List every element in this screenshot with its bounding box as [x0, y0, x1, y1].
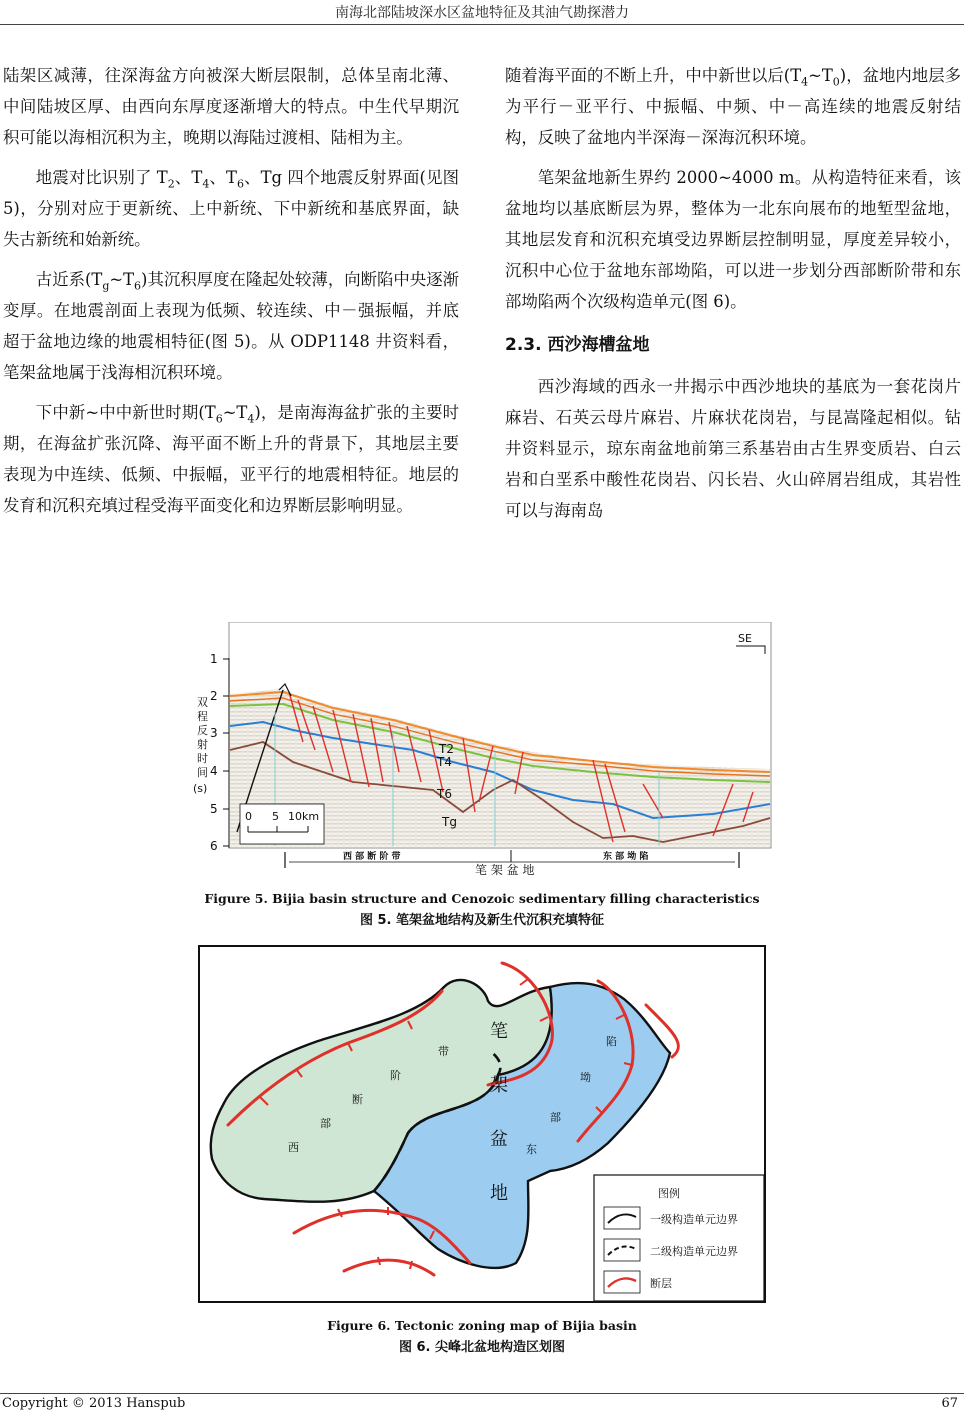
figure-5-caption-zh: 图 5. 笔架盆地结构及新生代沉积充填特征: [359, 913, 605, 928]
paragraph: 陆架区减薄，往深海盆方向被深大断层限制，总体呈南北薄、中间陆坡区厚、由西向东厚度逐渐增大的特点。中生代早期沉积可能以海相沉积为主，晚期以海陆过渡相、陆相为主。: [3, 66, 459, 147]
horizon-label-t4: T4: [437, 755, 452, 769]
zone-label-west: 西 部 断 阶 带: [343, 852, 401, 862]
svg-text:程: 程: [197, 710, 208, 723]
svg-text:间: 间: [197, 766, 208, 779]
y-tick-label: 4: [210, 764, 218, 778]
figure-6-tectonic-map: [198, 945, 766, 1303]
y-tick-label: 6: [210, 839, 218, 853]
svg-text:架: 架: [490, 1075, 508, 1096]
basin-label: 笔 架 盆 地: [475, 863, 535, 877]
horizon-label-tg: Tg: [442, 815, 457, 829]
svg-text:陷: 陷: [606, 1035, 617, 1048]
horizon-label-t6: T6: [437, 787, 452, 801]
svg-text:西: 西: [288, 1141, 299, 1154]
legend-item-primary: 一级构造单元边界: [650, 1213, 738, 1226]
svg-text:5: 5: [272, 810, 279, 823]
figure-5-seismic-section: [193, 622, 773, 880]
horizon-label-t2: T2: [439, 742, 454, 756]
svg-text:反: 反: [197, 724, 208, 737]
legend-item-secondary: 二级构造单元边界: [650, 1245, 738, 1258]
legend-item-fault: 断层: [650, 1277, 672, 1290]
y-tick-label: 5: [210, 802, 218, 816]
svg-text:10km: 10km: [288, 810, 320, 823]
svg-text:双: 双: [197, 696, 208, 709]
zone-label-east: 东 部 坳 陷: [603, 852, 649, 862]
y-tick-label: 3: [210, 726, 218, 740]
figure-6-caption-zh: 图 6. 尖峰北盆地构造区划图: [398, 1340, 566, 1355]
svg-text:阶: 阶: [390, 1069, 401, 1082]
svg-text:部: 部: [550, 1111, 561, 1124]
y-axis-label: [193, 696, 208, 795]
legend-title: 图例: [658, 1187, 680, 1200]
paragraph: 下中新~中中新世时期$(T_6\sim T_4)$，是南海海盆扩张的主要时期，在海盆扩张沉降、海平面不断上升的背景下，其地层主要表现为中连续、低频、中振幅，亚平行的地震相特征。地层的发育和沉积充填过程受海平面变化和边界断层影响明显。: [3, 403, 460, 515]
paragraph: 西沙海域的西永一井揭示中西沙地块的基底为一套花岗片麻岩、石英云母片麻岩、片麻状花岗岩，与昆嵩隆起相似。钻井资料显示，琼东南盆地前第三系基岩由古生界变质岩、白云岩和白垩系中酸性花岗岩、闪长岩、火山碎屑岩组成，其岩性可以与海南岛: [505, 377, 961, 520]
svg-text:(s): (s): [193, 782, 208, 795]
svg-text:地: 地: [490, 1183, 508, 1204]
direction-label: SE: [738, 632, 752, 645]
paragraph: 古近系$(T_g\sim T_6)$其沉积厚度在隆起处较薄，向断陷中央逐渐变厚。在地震剖面上表现为低频、较连续、中－强振幅，并底超于盆地边缘的地震相特征(图 5)。从 ODP1148 井资料看，笔架盆地属于浅海相沉积环境。: [3, 270, 459, 382]
y-tick-label: 2: [210, 689, 218, 703]
figure-6-caption-en: Figure 6. Tectonic zoning map of Bijia basin: [327, 1318, 637, 1333]
running-title: 南海北部陆坡深水区盆地特征及其油气勘探潜力: [335, 5, 629, 21]
left-column: [3, 60, 459, 530]
page-number: 67: [941, 1396, 958, 1411]
svg-text:东: 东: [526, 1143, 537, 1156]
svg-text:盆: 盆: [490, 1129, 508, 1150]
paragraph: 随着海平面的不断上升，中中新世以后$(T_4\sim T_0)$，盆地内地层多为平行－亚平行、中振幅、中频、中－高连续的地震反射结构，反映了盆地内半深海－深海沉积环境。: [505, 66, 961, 147]
copyright: Copyright © 2013 Hanspub: [2, 1396, 186, 1411]
figure-5-caption-en: Figure 5. Bijia basin structure and Cenozoic sedimentary filling characteristics: [204, 891, 760, 906]
svg-text:部: 部: [320, 1117, 331, 1130]
svg-text:时: 时: [197, 752, 208, 765]
svg-text:坳: 坳: [580, 1071, 591, 1084]
paragraph: 地震对比识别了 $T_2$、$T_4$、$T_6$、Tg 四个地震反射界面(见图 5)，分别对应于更新统、上中新统、下中新统和基底界面，缺失古新统和始新统。: [3, 168, 459, 249]
svg-text:笔: 笔: [490, 1021, 508, 1042]
svg-text:射: 射: [197, 738, 208, 751]
section-heading: 2.3. 西沙海槽盆地: [505, 335, 650, 355]
svg-text:带: 带: [438, 1045, 449, 1058]
right-column: [505, 60, 961, 535]
y-axis-ticks: [210, 652, 229, 853]
y-tick-label: 1: [210, 652, 218, 666]
footer-rule: [0, 1393, 964, 1394]
svg-text:0: 0: [245, 810, 252, 823]
paragraph: 笔架盆地新生界约 2000~4000 m。从构造特征来看，该盆地均以基底断层为界，整体为一北东向展布的地堑型盆地，其地层发育和沉积充填受边界断层控制明显，厚度差异较小，沉积中心位于盆地东部坳陷，可以进一步划分西部断阶带和东部坳陷两个次级构造单元(图 6)。: [505, 168, 961, 311]
header-rule: [0, 24, 964, 25]
svg-text:断: 断: [352, 1093, 363, 1106]
